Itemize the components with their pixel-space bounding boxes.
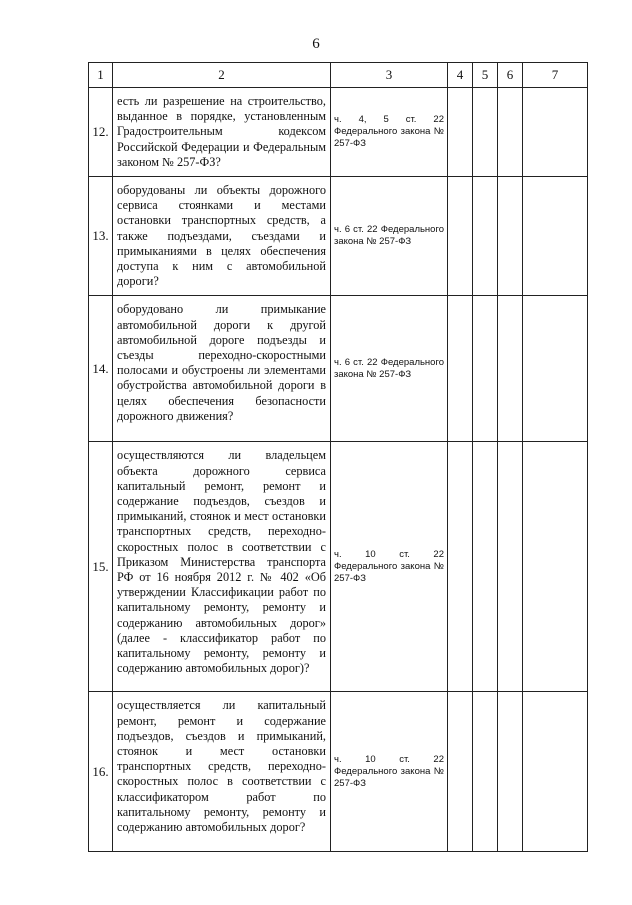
law-reference-cell: ч. 6 ст. 22 Федерального закона № 257-ФЗ (331, 177, 448, 296)
empty-cell (523, 296, 588, 442)
header-cell: 4 (448, 63, 473, 88)
row-number: 15. (89, 442, 113, 692)
page-number: 6 (312, 36, 320, 52)
row-number: 16. (89, 692, 113, 852)
header-cell: 1 (89, 63, 113, 88)
empty-cell (498, 692, 523, 852)
empty-cell (473, 88, 498, 177)
empty-cell (473, 692, 498, 852)
law-reference-cell: ч. 4, 5 ст. 22 Федерального закона № 257-ФЗ (331, 88, 448, 177)
empty-cell (448, 442, 473, 692)
law-reference-cell: ч. 10 ст. 22 Федерального закона № 257-ФЗ (331, 442, 448, 692)
empty-cell (473, 296, 498, 442)
question-cell: осуществляются ли владельцем объекта дорожного сервиса капитальный ремонт, ремонт и содержание подъездов, съездов и примыканий, стоянок и мест остановки транспортных средств, переходно-скоростных полос в соответствии с Приказом Министерства транспорта РФ от 16 ноября 2012 г. № 402 «Об утверждении Классификации работ по капитальному ремонту, ремонту и содержанию автомобильных дорог» (далее - классификатор работ по капитальному ремонту, ремонту и содержанию автомобильных дорог)? (113, 442, 331, 692)
table-row (89, 177, 588, 296)
empty-cell (523, 88, 588, 177)
table-row (89, 442, 588, 692)
row-number: 14. (89, 296, 113, 442)
empty-cell (523, 692, 588, 852)
empty-cell (498, 296, 523, 442)
question-cell: есть ли разрешение на строительство, выданное в порядке, установленным Градостроительным кодексом Российской Федерации и Федеральным законом № 257-ФЗ? (113, 88, 331, 177)
question-cell: осуществляется ли капитальный ремонт, ремонт и содержание подъездов, съездов и примыканий, стоянок и мест остановки транспортных средств, переходно-скоростных полос в соответствии с классификатором работ по капитальному ремонту, ремонту и содержанию автомобильных дорог? (113, 692, 331, 852)
table-row (89, 296, 588, 442)
empty-cell (498, 177, 523, 296)
table-row (89, 88, 588, 177)
question-cell: оборудованы ли объекты дорожного сервиса стоянками и местами остановки транспортных средств, а также подъездами, съездами и примыканиями в целях обеспечения доступа к ним с автомобильной дороги? (113, 177, 331, 296)
header-cell: 3 (331, 63, 448, 88)
header-cell: 5 (473, 63, 498, 88)
empty-cell (523, 177, 588, 296)
empty-cell (498, 442, 523, 692)
empty-cell (448, 692, 473, 852)
empty-cell (448, 177, 473, 296)
empty-cell (448, 296, 473, 442)
empty-cell (498, 88, 523, 177)
row-number: 13. (89, 177, 113, 296)
table-row (89, 692, 588, 852)
question-cell: оборудовано ли примыкание автомобильной дороги к другой автомобильной дороге подъезды и съезды переходно-скоростными полосами и обустроены ли элементами обустройства автомобильной дороги в целях обеспечения безопасности дорожного движения? (113, 296, 331, 442)
empty-cell (473, 442, 498, 692)
law-reference-cell: ч. 10 ст. 22 Федерального закона № 257-ФЗ (331, 692, 448, 852)
law-reference-cell: ч. 6 ст. 22 Федерального закона № 257-ФЗ (331, 296, 448, 442)
empty-cell (523, 442, 588, 692)
header-row (89, 63, 588, 88)
checklist-table (88, 62, 588, 852)
empty-cell (473, 177, 498, 296)
empty-cell (448, 88, 473, 177)
header-cell: 6 (498, 63, 523, 88)
header-cell: 2 (113, 63, 331, 88)
row-number: 12. (89, 88, 113, 177)
header-cell: 7 (523, 63, 588, 88)
